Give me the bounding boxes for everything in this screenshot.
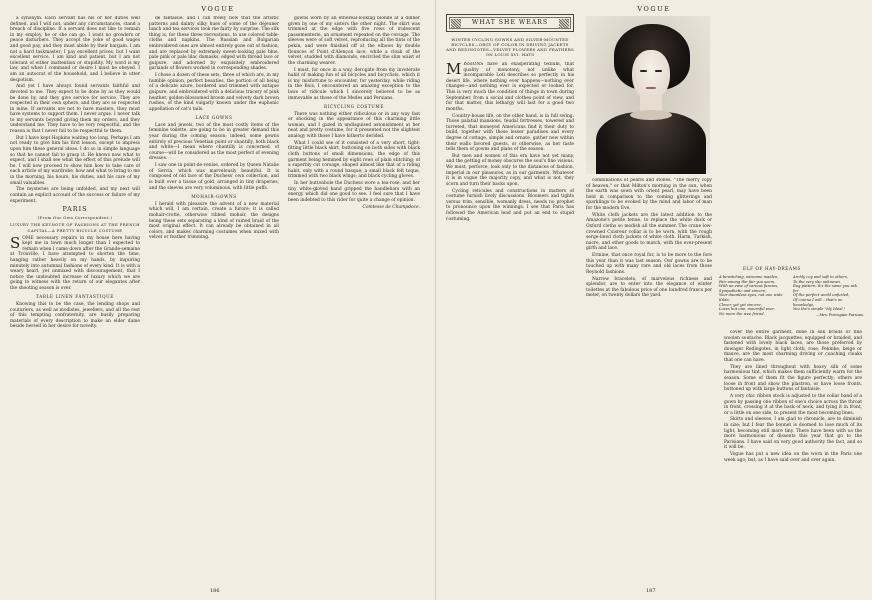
poem-line: No more the wee friend.	[719, 311, 765, 316]
paragraph: What I could see of it consisted of a very short, tight-fitting little black skirt, buttoning on both sides with black cloth buttons of small dimensions, the edge of this garment being hemmed by eight rows of plain stitching; of a superbly cut corsage, shaped almost like that of a riding habit, only with a round basque; a small black felt toque, trimmed with two black wings; and black cycling gloves.	[288, 140, 420, 180]
sub-heading: TABLE LINEN FANTASTIQUE	[36, 294, 114, 300]
what-she-wears-heading: WHAT SHE WEARS	[471, 18, 549, 26]
article-summary: LUXURY THE KEYNOTE OF FASHIONS AT THE FRENCH CAPITAL—A PRETTY BICYCLE COSTUME	[10, 222, 140, 233]
paragraph: Knowing this to be the case, the lending shops and couturiers, as well as modistes, jewellers, and all the rest of this tempting confraternity, are busily preparing materials of every description to make an elder dame beside herself in her desire for novelty.	[10, 302, 140, 330]
left-column-1	[10, 16, 140, 582]
heading-ornament-box	[446, 14, 574, 32]
left-page-number: 186	[210, 588, 220, 594]
section-title-paris: PARIS	[62, 205, 88, 214]
right-column-1	[446, 62, 574, 582]
dropcap-text: OME necessary repairs in my house here having kept me in town much longer than I expected to remain when I came down after the Grande-semaine at Trouville, I have attempted to shorten the time, hanging rather heavily on my hands, by inquiring minutely into autumnal fashions of every kind. It is with a weary heart, yet unmixed with discouragement, that I notice the undoubted increase of luxury which we are going to witness with the return of our elegantes after the shooting season is over.	[10, 235, 140, 291]
poem-line: Archly coy and soft to others,	[793, 275, 849, 279]
portrait-photo	[586, 16, 710, 174]
paragraph: Cycling reticules and constructions in matters of costume furnish lively discussions. Bloomers and tights versus trim, sensible, womanly dress, needs no prophet to pronounce upon the winnings. I see that Paris has followed the American lead and put an end to stupid costuming.	[446, 188, 574, 222]
poem-line: Fair among the fair you seem,	[719, 279, 776, 284]
poem-line: Rug pattern, it's the same you ask for	[793, 284, 857, 293]
paragraph: gowns worn by an ethereal-looking blonde at a dinner given by one of my sisters the other night. The skirt was trimmed at the edge with five rows of iridescent passementerie, an ornament repeated on the corsage. The sleeves were of soft velvet, reproducing all the tints of the pekin, and were finished off at the elbows by double flounces of Point d'Alençon lace, while a cloak of the velvet, studded with diamonds, encircled the slim waist of the charming wearer.	[288, 16, 420, 66]
paragraph: de fantaisie, and I can freely now that the artistic patterns and dainty silky hues of some of the déjeuner lunch and tea services took me fairly by surprise. The silk thing is, for these three recreations, to use colored table-cloths and napkins. The Russian and Bulgarian embroidered ones are almost entirely gone out of fashion, and are replaced by extremely sweet-looking pale blue, pale pink or pale lilac damasks, edged with thread lace or guipure, and adorned by exquisitely embroidered garlands of flowers worked in corresponding shades.	[149, 16, 279, 72]
signature: Comtesse de Champdoce.	[362, 204, 420, 210]
poem-line: You the's simple "My Ideal."	[793, 307, 846, 312]
portrait-eye	[655, 70, 662, 72]
poem-line: Your dauntless eyes, not one wide Kilde,	[719, 293, 783, 302]
poem	[719, 275, 864, 325]
right-page-number: 187	[646, 588, 656, 594]
paragraph: Country-house life, on the other hand, is in full swing. Those palatial mansions, feudal fortresses, towered and turreted, that moneyed Americans find it their duty to build, together with those lesser paradises and every degree of cottage, simple and ornate, gather new within their walls favored guests, or otherwise, as her taste tells them of gowns and plans of the season.	[446, 113, 574, 153]
portrait-lips	[646, 87, 656, 89]
paragraph: Skirts and sleeves, I am glad to chronicle, are to diminish in size; but I fear the bonnet is doomed to lose much of its light, becoming still more tiny. There have been with us the more harmonious of dissents this year that go to the Parisians. I have said on very good authority the fact, and so it will be.	[724, 417, 862, 451]
poem-line: To the very she unknown.	[793, 279, 841, 284]
article-summary: WINTER CYCLING GOWNS AND SILVER-MOUNTED BICYCLES—ORGY OF COLOR IN DRIVING JACKETS AND REDINGOTES—VELVET FLOWERS AND FEATHERS ON LOUIS XVI. HATS	[446, 37, 574, 57]
paragraph: Narrow bracelets, of marvelous richness and splendor, are to enter into the elegance of winter toilettes at the fabulous price of one hundred francs per meter, on twenty dollars the yard.	[586, 276, 712, 299]
poem-line: Clever, yet yet sincere,	[719, 302, 762, 307]
left-masthead: VOGUE	[201, 5, 235, 13]
paragraph: I herald with pleasure the advent of a new material which will, I am certain, create a furore; it is called mohair-crotté, otherwise ribbed mohair, the designs being these sets separating a kind of ruined braid of the most original effect. It can already be obtained in all colors, and makes charming costumes when mixed with velvet or feather trimming.	[149, 201, 279, 241]
poem-line: Loves but one, mournful ever,	[719, 307, 775, 312]
poem-stanza-1	[719, 275, 789, 316]
dropcap-letter: M	[446, 62, 462, 78]
poem-line: Of course I will... that's as knowledge,	[793, 297, 842, 307]
dropcap-letter: S	[10, 233, 21, 252]
paragraph: A very chic ribbon stock is adjusted to the collar band of a gown by passing one ribbon of one's choice across the throat in front, crossing it at the back of neck, and tying it in front, or a little on one side, to present the most becoming lines.	[724, 393, 862, 416]
poem-byline: —Mrs. Porcupine Parsons.	[815, 313, 864, 317]
paragraph: I saw one in point-de-venise, ordered by Queen Natalie of Servia, which was marvelously beautiful. It is composed of old lace of the Duchess' own collection, and is built over a tissue of gold, arranged in tiny draperies, and the sleeves are very voluminous, with little puffs.	[149, 163, 279, 191]
paragraph: White cloth jackets are the latest addition to the Amazone's petite tenue, to replace the white duck or Oxford cloths so modish all the summer. The crane low-crowned Cuisreur collar is to be worn, with the rough serge-lined cloth jackets of white cloth. Harm, Turkish, nacre, and other goods to match, with the ever-present girth and lace.	[586, 212, 712, 252]
section-subtitle: (From Our Own Correspondent.)	[37, 214, 113, 220]
section-heading-bicycling: BICYCLING COSTUME	[324, 104, 384, 110]
dropcap-paragraph	[446, 62, 574, 112]
paragraph: combinations of pearls and stones. "The merry copy of heaven," or that Milton's morning in the sun, when the earth was sown with orient pearl, may have been held in comparison to the coming glitterings and sparklings to be evoked by the mind and labor of man for the modern Eve.	[586, 178, 712, 211]
section-heading-mohair: MOHAIR-GOWNS	[191, 194, 237, 200]
portrait-face	[632, 50, 670, 100]
portrait-dress	[596, 112, 706, 174]
right-page	[436, 0, 872, 600]
right-masthead: VOGUE	[637, 5, 671, 13]
poem-caption: ELF OF HAY-DREAMS	[743, 266, 801, 271]
poem-stanza-2	[793, 275, 863, 312]
paragraph: They are lined throughout with heavy silk of some harmonious tint, which makes them sufficiently warm for the season. Some of them fit the figure perfectly; others are loose in front and show the plastron, or have loose fronts, buttoned up with large buttons of fantaisie.	[724, 364, 862, 393]
paragraph: Vogue has put a new idea on the worn in the Paris one week ago; but, as I have said over and over again,	[724, 452, 862, 463]
left-column-3	[288, 16, 420, 582]
poem-line: Sympathetic and sincere;	[719, 288, 767, 293]
portrait-collar	[630, 110, 672, 120]
paragraph: cover the entire garment, done in silk braids or fine woolen soutache. Black jacquettes, equipped or braided, and fastened with lovely black laces, are those preferred by dowager Redingotes, in light cloth, rose, Pekinke, beige or mauve, are the most charming driving or coaching cloaks that one can have.	[724, 330, 862, 363]
paragraph: I chose a dozen of these sets, three of which are, in my humble opinion, perfect beauties, the portion of all being of a delicate azure, bordered and trimmed with antique guipure, and embroidered with a delicious tracery of pink heather, golden-blossomed broom and velvety dark brown rushes, of the kind vulgarly known under the euphonic appellation of cat's tails.	[149, 73, 279, 112]
portrait-eye	[640, 70, 647, 72]
paragraph: a synonym. Each servant has his or her duties well defined, and I will not, under any circumstances, stand a breach of discipline. If a servant does not like to remain in my employ, he or she can go. I want no growlers or peace disturbers. They accept the yoke of good wages and good pay, and they must abide by their bargain. I am not a hard taskmaster; I pay excellent prices, but I want excellent service. I am kind and patient, but I am not tolerant of either inattention or stupidity. My word is my law, and when I command or desire I must be obeyed. I am an autocrat of the household, and I believe in utter despotism.	[10, 16, 140, 83]
paragraph: But I have kept Hopkins waiting too long. Perhaps I am not ready to give him his first lesson, except to impress upon him these general ideas. I do so in simple language so that he cannot fail to grasp it. He knows now what to expect, and I shall see what the effect of this prelude will be. I will now proceed to show him how to take care of each article of my wardrobe, how and what to bring to me in the morning, his hours, his duties, and his care of my small valuables.	[10, 135, 140, 186]
paragraph: Lace and jewels, two of the most costly items of the feminine toilette, are going to be in greater demand this year during the coming season; indeed, some gowns entirely of precious Venetian point or shantilly, both black and white—I mean where chantilly is concerned, of course—will be considered as the most perfect of evening dresses.	[149, 122, 279, 162]
paragraph: There was nothing either ridiculous or in any way fast or shocking in the appearance of this charming little woman, and I gazed in undisguised astonishment at her neat and pretty costume, for it presented not the slightest analogy with those I have hitherto derided.	[288, 111, 420, 140]
paragraph: I must, for once in a way, derogate from my inveterate habit of making fun of all bicycles and bicyclists, which it is my misfortune to encounter, for yesterday, while riding in the Bois, I encountered an amazing exception to the laws of ridicule which I sincerely believed to be as immovable as those of the Medes and Persians.	[288, 67, 420, 101]
paragraph: But men and women of this era have not yet many, and the getting of money obscures the soul's fine visions. We must, perforce, look only to the distances of fashion, imperial in our pleasures, as in our garments. Whatever it is in vogue the majority copy, and what is not, they scorn and turn their backs upon.	[446, 153, 574, 187]
poem-line: With an ease of various fancies,	[719, 284, 779, 289]
left-column-2	[149, 16, 279, 582]
dropcap-paragraph	[10, 233, 140, 292]
dropcap-text: ISSIONS have an exasperating tedium, that quality of monotony, not unlike what incomparable Loti describes so perfectly in his desert life, where nothing ever happens—nothing ever changes—and nothing ever is expected or looked for. This is very much the condition of things in town during September, from a social and clothes point of view, and for that matter, this lethargy will last for a good two months.	[446, 62, 574, 112]
paragraph: Ermine, that once royal fur, is to be more to the fore this year than it was last season. Our gowns are to be touched up with many rare and old laces from those Reynold fashions.	[586, 253, 712, 275]
paragraph: The mysteries are being unfolded, and my next will contain an explicit account of the success or failure of my experiment.	[10, 187, 140, 204]
poem-line: A-bewitching, winsome maiden,	[719, 275, 779, 279]
paragraph: In her buttonhole the Duchess wore a tea-rose, and her tiny white-gloved hand gripped the handlebars with an energy which did one good to see. I feel sure that I have been indebted to this rider for quite a change of opinion.	[288, 181, 420, 203]
paragraph: And yet I have always found servants faithful and devoted to me. They expect to be done by as they would be done by, and they give service for service. They are respected in their own sphere, and they are so respected in mine. If servants are not to have masters, they must have systems to support them. I never argue. I never talk to my servants beyond giving them my orders, and they understand me. They have to be very respectful, and the reason is that I never fail to be respectful to them.	[10, 84, 140, 135]
section-heading-lace-gowns: LACE GOWNS	[195, 115, 233, 121]
right-column-3	[724, 330, 862, 582]
poem-line: Of the perfect world unfurled,	[793, 293, 850, 298]
right-column-2	[586, 178, 712, 582]
